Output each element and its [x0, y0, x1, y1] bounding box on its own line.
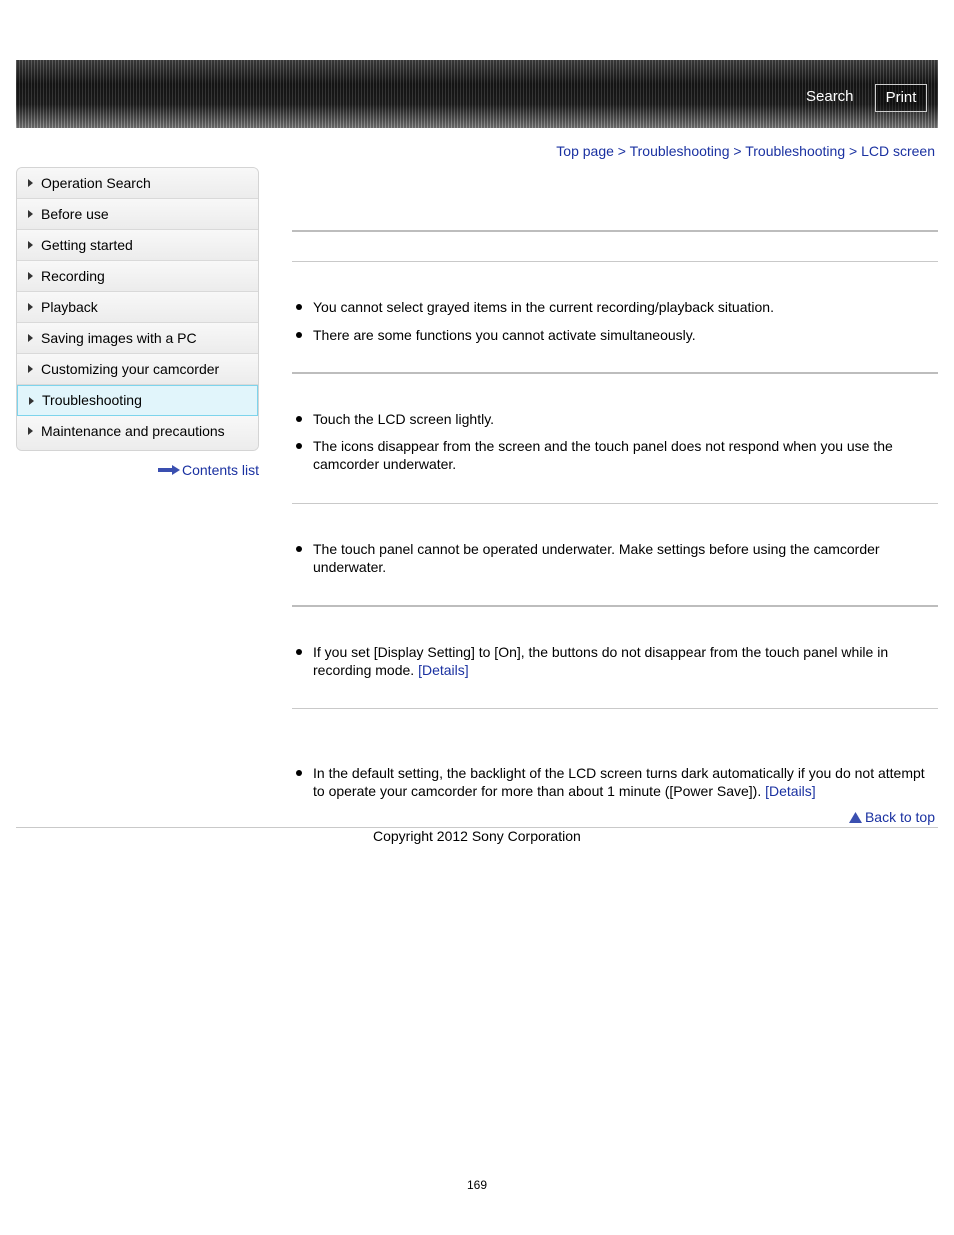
list-item: There are some functions you cannot activate simultaneously.: [296, 326, 926, 344]
bullet-icon: [296, 546, 302, 552]
section-divider: [292, 230, 938, 232]
breadcrumb-troubleshooting[interactable]: Troubleshooting: [629, 143, 730, 159]
sidebar-item-getting-started[interactable]: [17, 230, 258, 261]
sidebar-item-maintenance[interactable]: [17, 416, 258, 450]
breadcrumb: [556, 143, 935, 159]
breadcrumb-lcd-screen[interactable]: LCD screen: [861, 143, 935, 159]
triangle-right-icon: [28, 334, 33, 342]
breadcrumb-separator: >: [849, 143, 858, 159]
sidebar-item-saving-images[interactable]: [17, 323, 258, 354]
list-item: The icons disappear from the screen and the touch panel does not respond when you use the camcorder underwater.: [296, 437, 926, 473]
arrow-right-icon: [158, 465, 180, 475]
contents-list-link[interactable]: [158, 462, 259, 478]
copyright-text: Copyright 2012 Sony Corporation: [373, 828, 581, 844]
sidebar-item-troubleshooting[interactable]: [17, 385, 258, 416]
sidebar-item-playback[interactable]: [17, 292, 258, 323]
sidebar-item-label: Before use: [41, 206, 109, 222]
bullet-icon: [296, 770, 302, 776]
sidebar-item-label: Customizing your camcorder: [41, 361, 220, 377]
section-divider: [292, 708, 938, 709]
bullet-icon: [296, 332, 302, 338]
details-link[interactable]: [Details]: [418, 662, 469, 678]
search-link[interactable]: Search: [806, 88, 854, 105]
sidebar-item-label: Troubleshooting: [42, 392, 142, 408]
sidebar-item-label: Operation Search: [41, 175, 151, 191]
list-item: In the default setting, the backlight of the LCD screen turns dark automatically if you do not attempt to operate your camcorder for more than about 1 minute ([Power Save]). [Details]: [296, 764, 926, 800]
bullet-icon: [296, 649, 302, 655]
sidebar-item-operation-search[interactable]: [17, 168, 258, 199]
print-button[interactable]: Print: [875, 84, 927, 112]
contents-list-label: Contents list: [182, 462, 260, 478]
triangle-right-icon: [28, 179, 33, 187]
sidebar-item-label: Playback: [41, 299, 98, 315]
triangle-right-icon: [28, 427, 33, 435]
sidebar-item-label: Maintenance and precautions: [41, 423, 225, 439]
details-link[interactable]: [Details]: [765, 783, 816, 799]
list-item: Touch the LCD screen lightly.: [296, 410, 926, 428]
sidebar-item-label: Recording: [41, 268, 105, 284]
bullet-icon: [296, 443, 302, 449]
sidebar-item-before-use[interactable]: [17, 199, 258, 230]
sidebar-item-label: Saving images with a PC: [41, 330, 197, 346]
sidebar-item-customizing[interactable]: [17, 354, 258, 385]
breadcrumb-separator: >: [617, 143, 626, 159]
triangle-right-icon: [28, 303, 33, 311]
triangle-up-icon: [849, 812, 862, 823]
header-bar: [16, 60, 938, 128]
list-item: You cannot select grayed items in the current recording/playback situation.: [296, 298, 926, 316]
triangle-right-icon: [28, 210, 33, 218]
list-item: The touch panel cannot be operated underwater. Make settings before using the camcorder underwater.: [296, 540, 926, 576]
section-divider: [292, 605, 938, 607]
triangle-right-icon: [28, 365, 33, 373]
triangle-right-icon: [28, 241, 33, 249]
sidebar-nav: [16, 167, 259, 451]
sidebar-item-label: Getting started: [41, 237, 133, 253]
breadcrumb-separator: >: [733, 143, 742, 159]
triangle-right-icon: [29, 397, 34, 405]
section-divider: [292, 372, 938, 374]
triangle-right-icon: [28, 272, 33, 280]
section-divider: [292, 503, 938, 504]
section-divider: [292, 261, 938, 262]
page-number: 169: [466, 1178, 488, 1192]
sidebar-item-recording[interactable]: [17, 261, 258, 292]
breadcrumb-troubleshooting-sub[interactable]: Troubleshooting: [745, 143, 846, 159]
list-item: If you set [Display Setting] to [On], the buttons do not disappear from the touch panel while in recording mode. [Details]: [296, 643, 926, 679]
bullet-icon: [296, 416, 302, 422]
bullet-icon: [296, 304, 302, 310]
back-to-top-label: Back to top: [864, 809, 935, 825]
back-to-top-link[interactable]: [849, 809, 935, 825]
breadcrumb-top-page[interactable]: Top page: [556, 143, 614, 159]
